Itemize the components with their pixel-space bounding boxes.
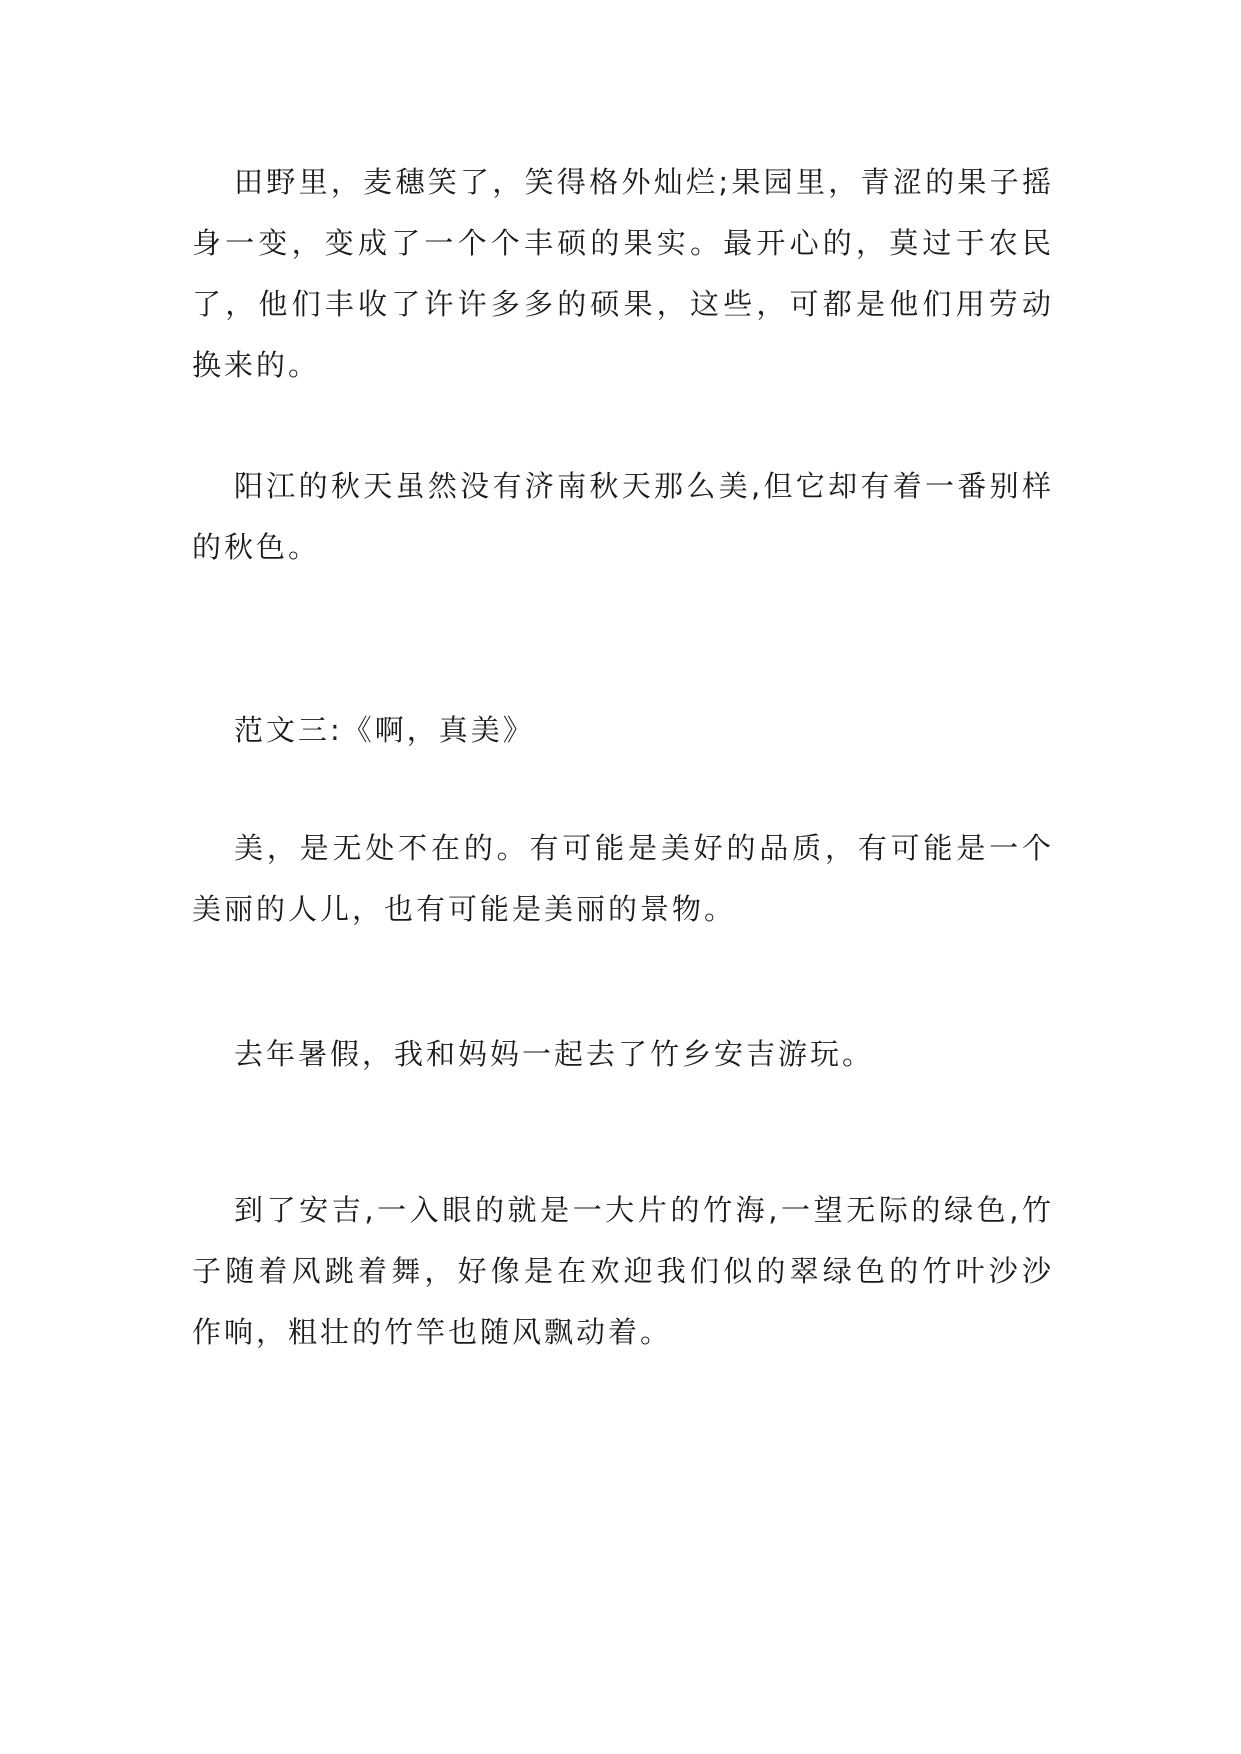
essay-title: 范文三:《啊，真美》 (234, 713, 535, 747)
paragraph-summer-trip: 去年暑假，我和妈妈一起去了竹乡安吉游玩。 (234, 1037, 875, 1071)
paragraph-beauty: 美，是无处不在的。有可能是美好的品质，有可能是一个美丽的人儿，也有可能是美丽的景物。 (192, 831, 1054, 926)
paragraph-bamboo-sea: 到了安吉,一入眼的就是一大片的竹海,一望无际的绿色,竹子随着风跳着舞，好像是在欢迎我们似的翠绿色的竹叶沙沙作响，粗壮的竹竿也随风飘动着。 (192, 1193, 1054, 1349)
paragraph-harvest: 田野里，麦穗笑了，笑得格外灿烂;果园里，青涩的果子摇身一变，变成了一个个丰硕的果实。最开心的，莫过于农民了，他们丰收了许许多多的硕果，这些，可都是他们用劳动换来的。 (192, 165, 1054, 382)
paragraph-yangjiang-autumn: 阳江的秋天虽然没有济南秋天那么美,但它却有着一番别样的秋色。 (192, 469, 1054, 564)
